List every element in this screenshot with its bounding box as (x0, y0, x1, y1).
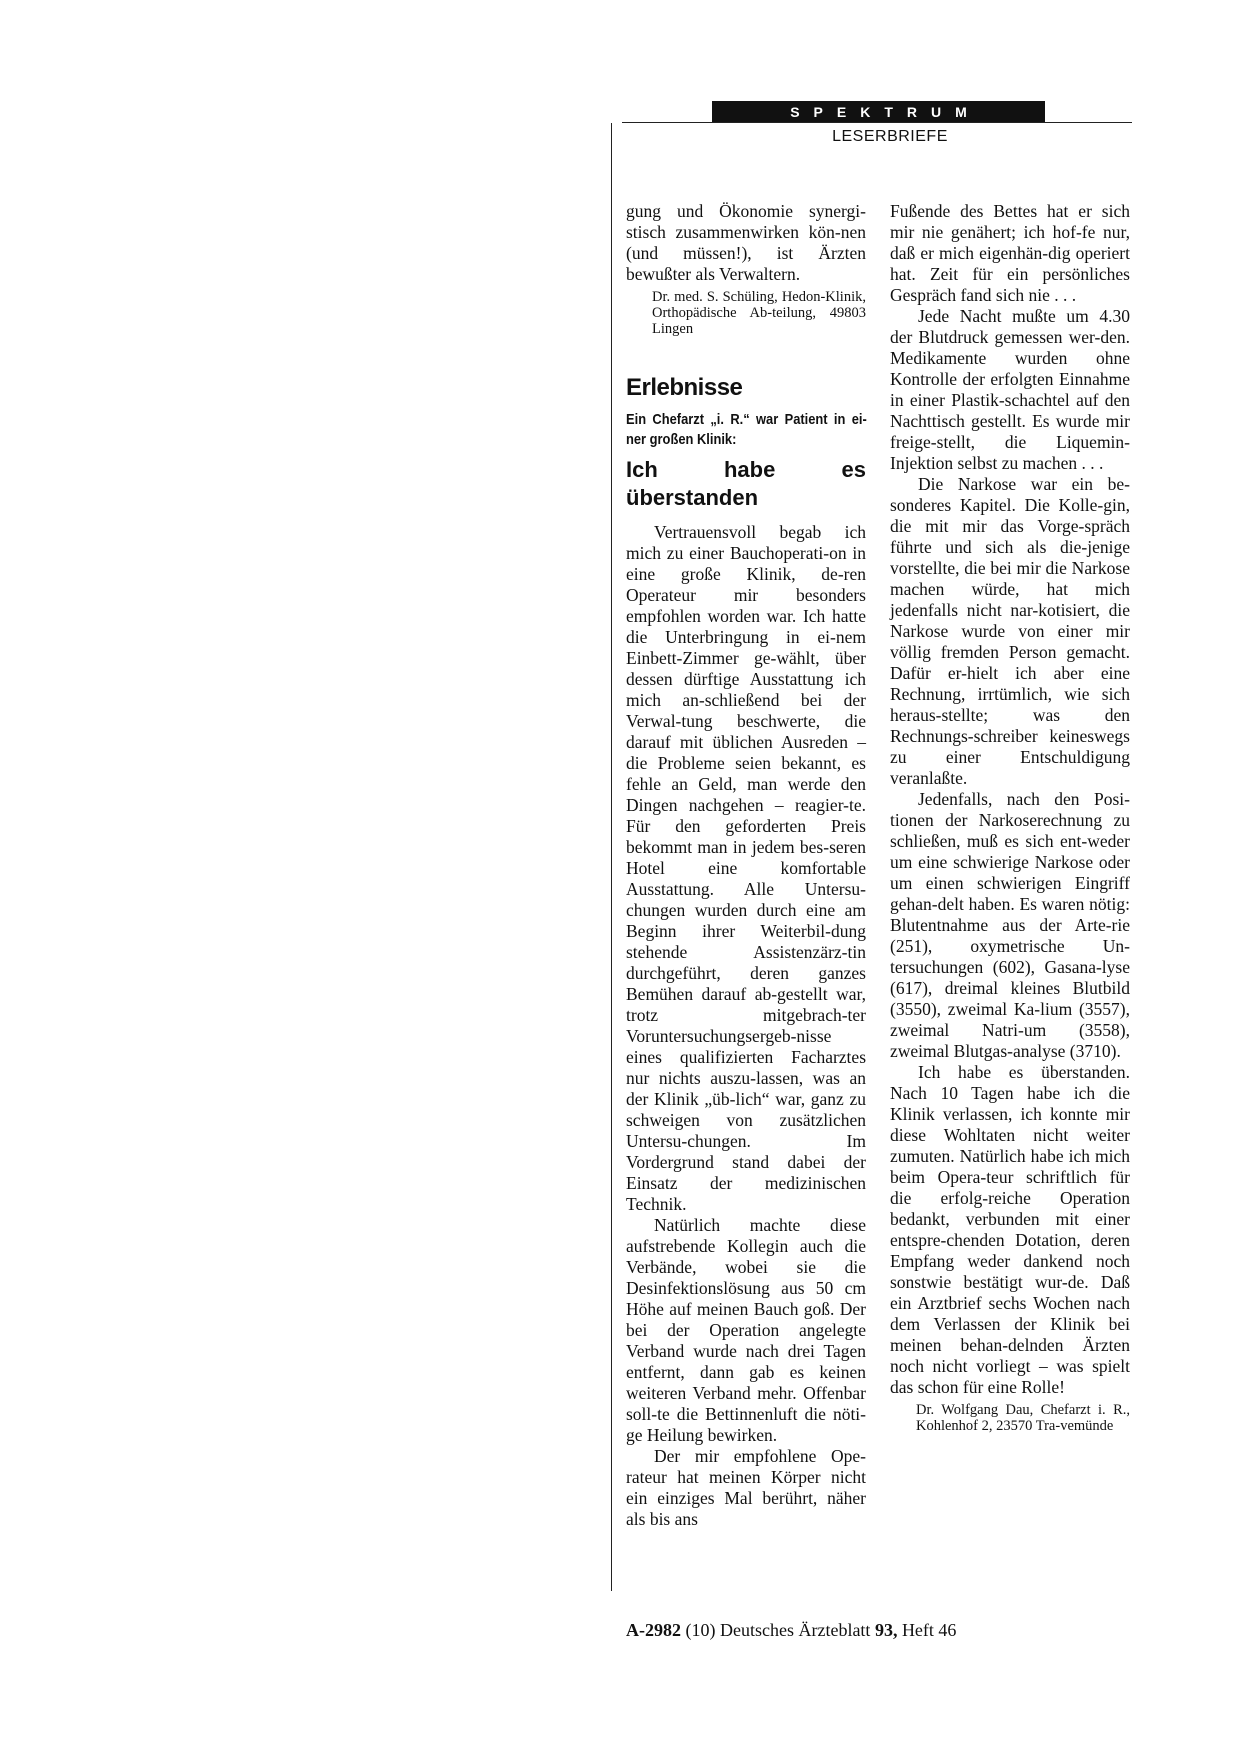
section-banner: SPEKTRUM (712, 101, 1045, 123)
body-paragraph: Der mir empfohlene Ope-rateur hat meinen Körper nicht ein einziges Mal berührt, näher als bis ans (626, 1446, 866, 1529)
body-paragraph: Jedenfalls, nach den Posi-tionen der Narkoserechnung zu schließen, muß es sich ent-weder um eine schwierige Narkose oder um einen schwierigen Eingriff gehan-delt haben. Es waren nötig: Blutentnahme aus der Arte-rie (251), oxymetrische Un-tersuchungen (602), Gasana-lyse (617), dreimal kleines Blutbild (3550), zweimal Ka-lium (3557), zweimal Natri-um (3558), zweimal Blutgas-analyse (3710). (890, 789, 1130, 1061)
letter1-signature: Dr. med. S. Schüling, Hedon-Klinik, Orthopädische Ab-teilung, 49803 Lingen (652, 289, 866, 337)
body-paragraph: Natürlich machte diese aufstrebende Kollegin auch die Verbände, wobei sie die Desinfektionslösung aus 50 cm Höhe auf meinen Bauch goß. Der bei der Operation angelegte Verband wurde nach drei Tagen entfernt, dann gab es keinen weiteren Verband mehr. Offenbar soll-te die Bettinnenluft die nöti-ge Heilung bewirken. (626, 1215, 866, 1445)
body-paragraph: Fußende des Bettes hat er sich mir nie genähert; ich hof-fe nur, daß er mich eigenhän-dig operiert hat. Zeit für ein persönliches Gespräch fand sich nie . . . (890, 201, 1130, 305)
left-column (626, 201, 866, 1530)
issue-number: Heft 46 (897, 1620, 957, 1640)
volume-number: 93, (874, 1620, 898, 1640)
body-paragraph: Vertrauensvoll begab ich mich zu einer Bauchoperati-on in eine große Klinik, de-ren Operateur mir besonders empfohlen worden war. Ich hatte die Unterbringung in ei-nem Einbett-Zimmer ge-wählt, über dessen dürftige Ausstattung ich mich an-schließend bei der Verwal-tung beschwerte, die darauf mit üblichen Ausreden – die Probleme seien bekannt, es fehle an Geld, man werde den Dingen nachgehen – reagier-te. Für den geforderten Preis bekommt man in jedem bes-seren Hotel eine komfortable Ausstattung. Alle Untersu-chungen wurden durch eine am Beginn ihrer Weiterbil-dung stehende Assistenzärz-tin durchgeführt, deren ganzes Bemühen darauf ab-gestellt war, trotz mitgebrach-ter Voruntersuchungsergeb-nisse eines qualifizierten Facharztes nur nichts auszu-lassen, was an der Klinik „üb-lich“ war, ganz zu schweigen von zusätzlichen Untersu-chungen. Im Vordergrund stand dabei der Einsatz der medizinischen Technik. (626, 522, 866, 1214)
body-paragraph: Ich habe es überstanden. Nach 10 Tagen habe ich die Klinik verlassen, ich konnte mir diese Wohltaten nicht weiter zumuten. Natürlich habe ich mich beim Opera-teur schriftlich für die erfolg-reiche Operation bedankt, verbunden mit einer entspre-chenden Dotation, deren Empfang weder dankend noch sonstwie bestätigt wur-de. Daß ein Arztbrief sechs Wochen nach dem Verlassen der Klinik bei meinen behan-delnden Ärzten noch nicht vorliegt – was spielt das schon für eine Rolle! (890, 1062, 1130, 1397)
subsection-label: LESERBRIEFE (832, 128, 948, 145)
page-code: A-2982 (626, 1620, 681, 1640)
letter1-tail: gung und Ökonomie synergi-stisch zusammenwirken kön-nen (und müssen!), ist Ärzten bewußter als Verwaltern. (626, 201, 866, 284)
column-rule (611, 123, 612, 1591)
header-rule (622, 122, 1132, 123)
kicker: Ein Chefarzt „i. R.“ war Patient in ei-ner großen Klinik: (626, 411, 867, 448)
headline: Ich habe es überstanden (626, 457, 866, 510)
body-paragraph: Jede Nacht mußte um 4.30 der Blutdruck gemessen wer-den. Medikamente wurden ohne Kontrolle der erfolgten Einnahme in einer Plastik-schachtel auf den Nachttisch gestellt. Es wurde mir freige-stellt, die Liquemin-Injektion selbst zu machen . . . (890, 306, 1130, 473)
letter2-signature: Dr. Wolfgang Dau, Chefarzt i. R., Kohlenhof 2, 23570 Tra-vemünde (916, 1402, 1130, 1434)
page-footer (626, 1620, 956, 1641)
journal-name: (10) Deutsches Ärzteblatt (681, 1620, 875, 1640)
section-title: Erlebnisse (626, 374, 743, 401)
right-column (890, 201, 1130, 1434)
body-paragraph: Die Narkose war ein be-sonderes Kapitel. Die Kolle-gin, die mit mir das Vorge-spräch führte und sich als die-jenige vorstellte, die bei mir die Narkose machen würde, hat mich jedenfalls nicht nar-kotisiert, die Narkose wurde von einer mir völlig fremden Person gemacht. Dafür er-hielt ich aber eine Rechnung, irrtümlich, wie sich heraus-stellte; was den Rechnungs-schreiber keineswegs zu einer Entschuldigung veranlaßte. (890, 474, 1130, 788)
